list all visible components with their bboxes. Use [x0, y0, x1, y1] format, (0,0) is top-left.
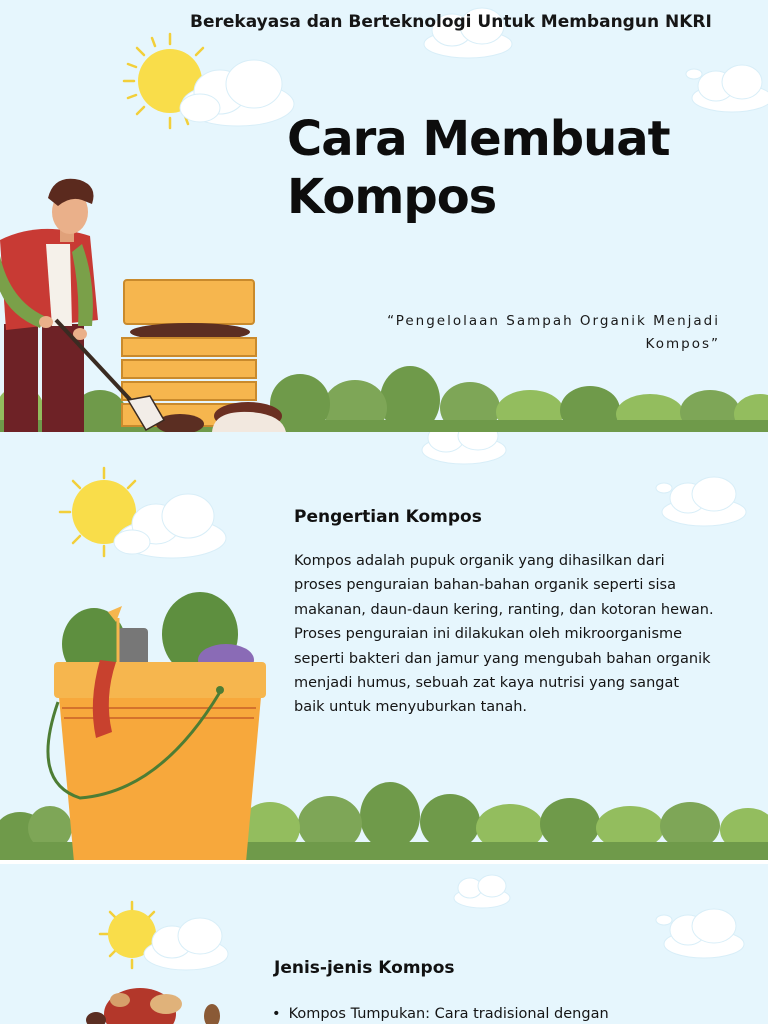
slide-types: [0, 864, 768, 1024]
cloud-icon: [454, 875, 510, 908]
subtitle-quote: “Pengelolaan Sampah Organik Menjadi Kompos”: [387, 313, 720, 352]
cloud-icon: [422, 432, 506, 464]
section-heading: Jenis-jenis Kompos: [274, 958, 455, 978]
list-item: • Kompos Tumpukan: Cara tradisional dengan: [272, 1006, 742, 1022]
cloud-icon: [144, 918, 228, 970]
slide3-decor: [0, 864, 768, 1024]
section-heading: Pengertian Kompos: [294, 507, 482, 527]
tagline: Berekayasa dan Berteknologi Untuk Membangun NKRI: [190, 12, 712, 32]
bushes-illustration: [0, 366, 768, 432]
types-list: [272, 1006, 742, 1022]
slide-title: [0, 0, 768, 432]
title-line-2: Kompos: [287, 169, 497, 225]
cloud-icon: [656, 477, 746, 526]
definition-paragraph: Kompos adalah pupuk organik yang dihasilkan dari proses penguraian bahan-bahan organik seperti sisa makanan, daun-daun kering, ranting, dan kotoran hewan. Proses penguraian ini dilakukan oleh mikroorganisme seperti bakteri dan jamur yang mengubah bahan organik menjadi humus, sebuah zat kaya nutrisi yang sangat baik untuk menyuburkan tanah.: [294, 553, 714, 716]
title-line-1: Cara Membuat: [287, 111, 670, 167]
page-title: [287, 110, 707, 226]
cloud-icon: [686, 65, 768, 112]
compost-pile-illustration: [86, 988, 220, 1024]
compost-bucket-illustration: [48, 592, 266, 862]
slide-definition: [0, 432, 768, 862]
cloud-icon: [656, 909, 744, 958]
